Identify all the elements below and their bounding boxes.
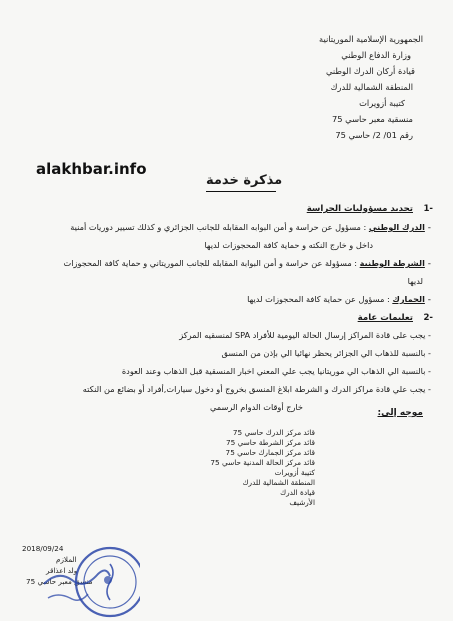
header-line-reference: رقم 01/ 2/ حاسي 75 [335,130,413,140]
section1-item-police: - الشرطة الوطنية : مسؤولة عن حراسة و أمن البوابة المقابله للجانب الموريتاني و حماية كافة المحجوزات [63,258,431,269]
signature-date: 2018/09/24 [22,544,64,553]
instruction-text-3: بالنسبة الي الذهاب الي موريتانيا يجب علي المعني اخبار المنسقية قبل الذهاب وعند العودة [121,366,426,376]
section1-number: 1- [423,204,433,214]
official-stamp-icon [40,540,140,620]
section1-heading: تحديد مسؤوليات الحراسة [306,204,413,214]
header-line-battalion: كتيبة أزويرات [359,98,405,108]
header-line-region: المنطقة الشمالية للدرك [330,82,413,92]
text-police: : مسؤولة عن حراسة و أمن البوابة المقابله للجانب الموريتاني و حماية كافة المحجوزات [63,258,358,268]
instruction-item-4-cont: خارج أوقات الدوام الرسمي [209,402,303,412]
instruction-item-4: - يجب علي قادة مراكز الدرك و الشرطة ابلاغ المنسق بخروج أو دخول سيارات,أفراد أو بضائع من النكته [82,384,431,394]
header-line-command: قيادة أركان الدرك الوطني [325,66,415,76]
signature-rank: الملازم [56,555,77,564]
instruction-item-3: - بالنسبة الي الذهاب الي موريتانيا يجب علي المعني اخبار المنسقية قبل الذهاب وعند العودة [121,366,431,376]
text-gendarmerie: : مسؤول عن حراسة و أمن البوابه المقابله للجانب الجزائري و كذلك تسيير دوريات أمنية [70,222,367,232]
instruction-text-2: بالنسبة للذهاب الي الجزائر يحظر نهائيا الي بإذن من المنسق [221,348,426,358]
distribution-item: قائد مركز الشرطة حاسي 75 [225,438,315,447]
label-gendarmerie: الدرك الوطني [368,222,425,232]
text-customs: : مسؤول عن حماية كافة المحجوزات لديها [247,294,390,304]
distribution-item: قائد مركز الجمارك حاسي 75 [225,448,315,457]
header-line-country: الجمهورية الإسلامية الموريتانية [319,34,423,44]
distribution-item: كتيبة أزويرات [274,468,315,477]
distribution-item: الأرشيف [289,498,315,507]
section1-item-police-cont: لديها [407,276,423,286]
section2-heading: تعليمات عامة [357,313,413,323]
distribution-item: المنطقة الشمالية للدرك [242,478,315,487]
header-line-coordination: منسقية معبر حاسي 75 [331,114,413,124]
signature-title: منسق معبر حاسي 75 [26,577,93,586]
instruction-item-2: - بالنسبة للذهاب الي الجزائر يحظر نهائيا الي بإذن من المنسق [221,348,431,358]
distribution-item: قيادة الدرك [280,488,315,497]
section1-item-customs: - الجمارك : مسؤول عن حماية كافة المحجوزات لديها [247,294,431,305]
signature-name: ولد اعذاقر [46,566,78,575]
distribution-heading: موجه إلى: [377,408,423,418]
section1-item-gendarmerie-cont: داخل و خارج النكته و حماية كافة المحجوزات لديها [204,240,373,250]
document-title: مذكرة خدمة [206,173,283,188]
header-line-ministry: وزارة الدفاع الوطني [341,50,411,60]
instruction-text-4: يجب علي قادة مراكز الدرك و الشرطة ابلاغ المنسق بخروج أو دخول سيارات,أفراد أو بضائع من النكته [82,384,426,394]
distribution-item: قائد مركز الدرك حاسي 75 [232,428,315,437]
instruction-text-1: يجب على قادة المراكز إرسال الحالة اليومية للأفراد SPA لمنسقيه المركز [179,330,426,340]
title-underline [206,191,276,192]
instruction-item-1: - يجب على قادة المراكز إرسال الحالة اليومية للأفراد SPA لمنسقيه المركز [179,330,431,340]
section2-number: 2- [423,313,433,323]
label-customs: الجمارك [392,294,425,304]
section1-item-gendarmerie: - الدرك الوطني : مسؤول عن حراسة و أمن البوابه المقابله للجانب الجزائري و كذلك تسيير دوريات أمنية [70,222,431,233]
watermark-text: alakhbar.info [36,160,147,178]
label-police: الشرطة الوطنية [359,258,425,268]
distribution-item: قائد مركز الحالة المدنية حاسي 75 [210,458,315,467]
